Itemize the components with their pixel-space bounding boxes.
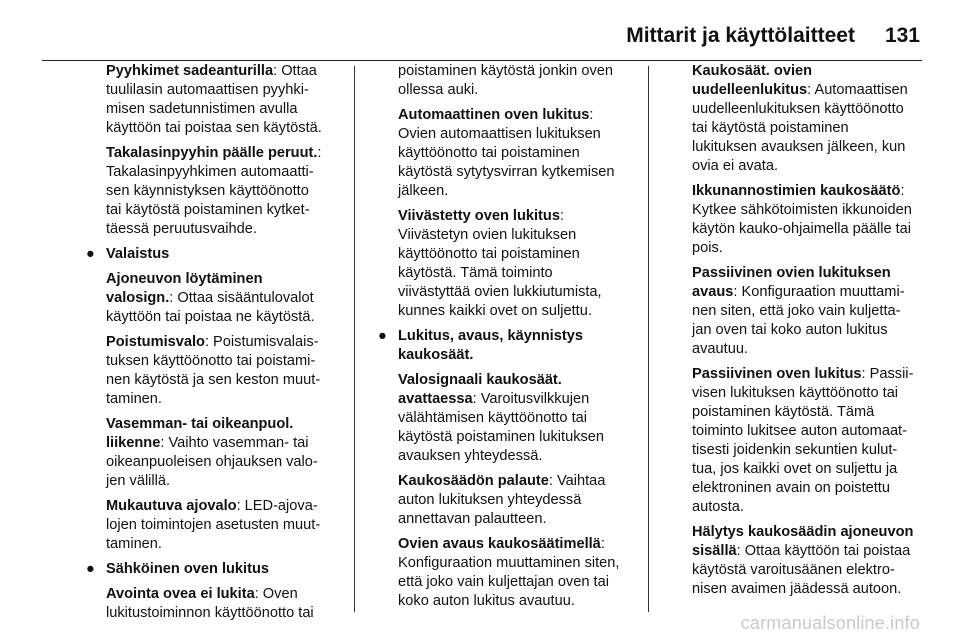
setting-description: : Ottaa käyttöön tai poistaa käytöstä varoitusäänen elektronisen avaimen jäädessä autoon. bbox=[692, 543, 911, 597]
setting-entry bbox=[86, 62, 328, 138]
setting-entry bbox=[378, 535, 620, 611]
setting-description: : Automaattisen uudelleenlukituksen käyttöönotto tai käytöstä poistaminen lukituksen avauksen jälkeen, kun ovia ei avata. bbox=[692, 82, 908, 174]
setting-description: : Oven lukitustoiminnon käyttöönotto tai bbox=[106, 586, 314, 621]
text-column-3 bbox=[672, 62, 914, 605]
setting-description: : Vaihtaa auton lukituksen yhteydessä annettavan palautteen. bbox=[398, 473, 606, 527]
setting-term: Ovien avaus kaukosäätimellä bbox=[398, 536, 601, 552]
setting-description: : Poistumisvalaistuksen käyttöönotto tai poistaminen käytöstä ja sen keston muuttaminen. bbox=[106, 334, 321, 407]
setting-term: Hälytys kaukosäädin ajoneuvon sisällä bbox=[692, 524, 914, 559]
setting-description: : Ottaa tuulilasin automaattisen pyyhkimisen sadetunnistimen avulla käyttöön tai poistaa sen käytöstä. bbox=[106, 63, 322, 136]
setting-description: : Vaihto vasemman- tai oikeanpuoleisen ohjauksen valojen välillä. bbox=[106, 435, 318, 489]
setting-term: Passiivinen ovien lukituksen avaus bbox=[692, 265, 891, 300]
page-number: 131 bbox=[884, 24, 920, 47]
setting-entry bbox=[86, 144, 328, 239]
header-rule bbox=[42, 60, 922, 61]
section-heading: Lukitus, avaus, käynnistys kaukosäät. bbox=[398, 328, 583, 363]
setting-description: : LED-ajovalojen toimintojen asetusten muuttaminen. bbox=[106, 498, 321, 552]
setting-term: Viivästetty oven lukitus bbox=[398, 208, 560, 224]
setting-entry bbox=[378, 106, 620, 201]
bullet-dot-icon: ● bbox=[86, 246, 95, 262]
setting-term: Valosignaali kaukosäät. avattaessa bbox=[398, 372, 562, 407]
section-heading: Sähköinen oven lukitus bbox=[106, 561, 269, 577]
setting-entry bbox=[86, 415, 328, 491]
setting-term: Poistumisvalo bbox=[106, 334, 205, 350]
setting-entry bbox=[378, 207, 620, 321]
setting-term: Takalasinpyyhin päälle peruut. bbox=[106, 145, 318, 161]
setting-term: Ikkunannostimien kaukosäätö bbox=[692, 183, 901, 199]
setting-term: Pyyhkimet sadeanturilla bbox=[106, 63, 274, 79]
setting-term: Passiivinen oven lukitus bbox=[692, 366, 862, 382]
setting-description: : Viivästetyn ovien lukituksen käyttöönotto tai poistaminen käytöstä. Tämä toiminto viivästyttää ovien lukkiutumista, kunnes kaikki ovet on suljettu. bbox=[398, 208, 602, 319]
setting-term: Ajoneuvon löytäminen valosign. bbox=[106, 271, 263, 306]
setting-description: : Kytkee sähkötoimisten ikkunoiden käytön kauko-ohjaimella päälle tai pois. bbox=[692, 183, 912, 256]
bullet-heading bbox=[86, 245, 328, 264]
section-heading: Valaistus bbox=[106, 246, 170, 262]
setting-entry bbox=[86, 333, 328, 409]
bullet-heading bbox=[378, 327, 620, 365]
setting-entry bbox=[672, 264, 914, 359]
setting-term: Kaukosäät. ovien uudelleenlukitus bbox=[692, 63, 813, 98]
bullet-dot-icon: ● bbox=[378, 328, 387, 344]
setting-description: : Konfiguraation muuttaminen siten, että joko vain kuljettajan oven tai koko auton lukitus avautuu. bbox=[692, 284, 905, 357]
setting-entry bbox=[378, 472, 620, 529]
bullet-heading bbox=[86, 560, 328, 579]
setting-term: Automaattinen oven lukitus bbox=[398, 107, 590, 123]
setting-entry bbox=[86, 270, 328, 327]
setting-term: Kaukosäädön palaute bbox=[398, 473, 549, 489]
setting-description: : Varoitusvilkkujen välähtämisen käyttöönotto tai käytöstä poistaminen lukituksen avauksen yhteydessä. bbox=[398, 391, 605, 464]
page-title: Mittarit ja käyttölaitteet bbox=[626, 24, 855, 47]
column-divider-2 bbox=[648, 66, 649, 612]
setting-description: : Takalasinpyyhkimen automaattisen käynnistyksen käyttöönotto tai käytöstä poistaminen kytkettäessä peruutusvaihde. bbox=[106, 145, 322, 237]
text-column-2 bbox=[378, 62, 620, 617]
watermark: carmanualsonline.info bbox=[740, 613, 920, 633]
setting-description: poistaminen käytöstä jonkin oven ollessa auki. bbox=[398, 63, 613, 98]
setting-entry bbox=[378, 371, 620, 466]
setting-term: Vasemman- tai oikeanpuol. liikenne bbox=[106, 416, 294, 451]
setting-entry bbox=[672, 62, 914, 176]
setting-description: : Ottaa sisääntulovalot käyttöön tai poistaa ne käytöstä. bbox=[106, 290, 315, 325]
setting-entry bbox=[86, 497, 328, 554]
setting-entry bbox=[672, 182, 914, 258]
setting-description: : Ovien automaattisen lukituksen käyttöönotto tai poistaminen käytöstä sytytysvirran kytkemisen jälkeen. bbox=[398, 107, 615, 199]
setting-term: Mukautuva ajovalo bbox=[106, 498, 237, 514]
setting-entry bbox=[672, 365, 914, 517]
setting-entry bbox=[378, 62, 620, 100]
bullet-dot-icon: ● bbox=[86, 561, 95, 577]
setting-entry bbox=[672, 523, 914, 599]
column-divider-1 bbox=[354, 66, 355, 612]
setting-description: : Passiivisen lukituksen käyttöönotto tai poistaminen käytöstä. Tämä toiminto lukitsee auton automaattisesti joidenkin sekuntien kuluttua, jos kaikki ovet on suljettu ja elektroninen avain on poistettu autosta. bbox=[692, 366, 914, 515]
setting-description: : Konfiguraation muuttaminen siten, että joko vain kuljettajan oven tai koko auton lukitus avautuu. bbox=[398, 536, 620, 609]
text-column-1 bbox=[86, 62, 328, 629]
setting-term: Avointa ovea ei lukita bbox=[106, 586, 255, 602]
setting-entry bbox=[86, 585, 328, 623]
page-header bbox=[626, 24, 920, 48]
